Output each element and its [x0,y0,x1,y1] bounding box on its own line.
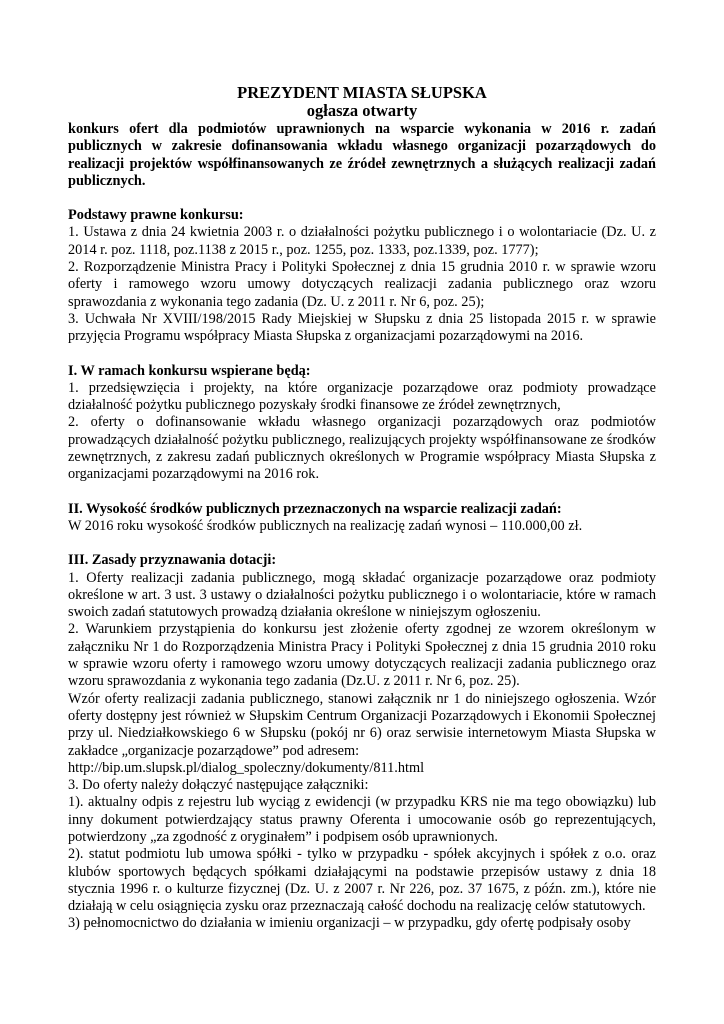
legal-basis-item: 3. Uchwała Nr XVIII/198/2015 Rady Miejskiej w Słupsku z dnia 25 listopada 2015 r. w sprawie przyjęcia Programu współpracy Miasta Słupska z organizacjami pozarządowymi na 2016. [68,310,656,345]
section-3-paragraph-4: 3. Do oferty należy dołączyć następujące załączniki: [68,777,369,794]
section-3-paragraph-2: 2. Warunkiem przystąpienia do konkursu jest złożenie oferty zgodnej ze wzorem określonym w załączniku Nr 1 do Rozporządzenia Ministra Pracy i Polityki Społecznej z dnia 15 grudnia 2010 roku w sprawie wzoru oferty i ramowego wzoru umowy dotyczących realizacji zadania publicznego oraz wzoru sprawozdania z wykonania tego zadania (Dz.U. z 2011 r. Nr 6, poz. 25). [68,621,656,690]
section-1-item: 2. oferty o dofinansowanie wkładu własnego organizacji pozarządowych oraz podmiotów prowadzących działalność pożytku publicznego, realizujących projekty współfinansowane ze środków zewnętrznych, z zakresu zadań publicznych określonych w Programie współpracy Miasta Słupska z organizacjami pozarządowymi na 2016 rok. [68,414,656,483]
legal-basis-item: 2. Rozporządzenie Ministra Pracy i Polityki Społecznej z dnia 15 grudnia 2010 r. w sprawie wzoru oferty i ramowego wzoru umowy dotyczących realizacji zadania publicznego oraz wzoru sprawozdania z wykonania tego zadania (Dz. U. z 2011 r. Nr 6, poz. 25); [68,259,656,310]
offer-template-link[interactable]: http://bip.um.slupsk.pl/dialog_spoleczny/dokumenty/811.html [68,759,425,776]
intro-paragraph: konkurs ofert dla podmiotów uprawnionych na wsparcie wykonania w 2016 r. zadań publicznych w zakresie dofinansowania wkładu własnego organizacji pozarządowych do realizacji projektów współfinansowanych ze źródeł zewnętrznych a służących realizacji zadań publicznych. [68,121,656,189]
section-1-item: 1. przedsięwzięcia i projekty, na które organizacje pozarządowe oraz podmioty prowadzące działalność pożytku publicznego pozyskały środki finansowe ze źródeł zewnętrznych, [68,379,656,414]
page-subtitle: ogłasza otwarty [306,101,418,120]
attachment-3: 3) pełnomocnictwo do działania w imieniu organizacji – w przypadku, gdy ofertę podpisały osoby [68,915,631,932]
attachment-2: 2). statut podmiotu lub umowa spółki - tylko w przypadku - spółek akcyjnych i spółek z o.o. oraz klubów sportowych będących spółkami działającymi na podstawie przepisów ustawy z dnia 18 stycznia 1996 r. o kulturze fizycznej (Dz. U. z 2007 r. Nr 226, poz. 37 1675, z późn. zm.), które nie działają w celu osiągnięcia zysku oraz przeznaczają całość dochodu na realizację celów statutowych. [68,846,656,915]
attachment-1: 1). aktualny odpis z rejestru lub wyciąg z ewidencji (w przypadku KRS nie ma tego obowiązku) lub inny dokument potwierdzający status prawny Oferenta i umocowanie osób go reprezentujących, potwierdzony „za zgodność z oryginałem” i podpisem osób uprawnionych. [68,794,656,845]
legal-basis-heading: Podstawy prawne konkursu: [68,207,244,224]
section-3-paragraph-1: 1. Oferty realizacji zadania publicznego, mogą składać organizacje pozarządowe oraz podmioty określone w art. 3 ust. 3 ustawy o działalności pożytku publicznego i o wolontariacie, które w ramach swoich zadań statutowych prowadzą działania określone w niniejszym ogłoszeniu. [68,569,656,621]
document-page [68,84,656,933]
section-2-text: W 2016 roku wysokość środków publicznych na realizację zadań wynosi – 110.000,00 zł. [68,517,583,534]
legal-basis-item: 1. Ustawa z dnia 24 kwietnia 2003 r. o działalności pożytku publicznego i o wolontariacie (Dz. U. z 2014 r. poz. 1118, poz.1138 z 2015 r., poz. 1255, poz. 1333, poz.1339, poz. 1777); [68,224,656,258]
page-title: PREZYDENT MIASTA SŁUPSKA [237,83,487,102]
section-2-heading: II. Wysokość środków publicznych przeznaczonych na wsparcie realizacji zadań: [68,500,562,517]
section-3-heading: III. Zasady przyznawania dotacji: [68,552,277,569]
section-1-heading: I. W ramach konkursu wspierane będą: [68,362,311,379]
section-3-paragraph-3: Wzór oferty realizacji zadania publicznego, stanowi załącznik nr 1 do niniejszego ogłoszenia. Wzór oferty dostępny jest również w Słupskim Centrum Organizacji Pozarządowych i Ekonomii Społecznej przy ul. Niedziałkowskiego 6 w Słupsku (pokój nr 6) oraz serwisie internetowym Miasta Słupska w zakładce „organizacje pozarządowe” pod adresem: [68,690,656,759]
